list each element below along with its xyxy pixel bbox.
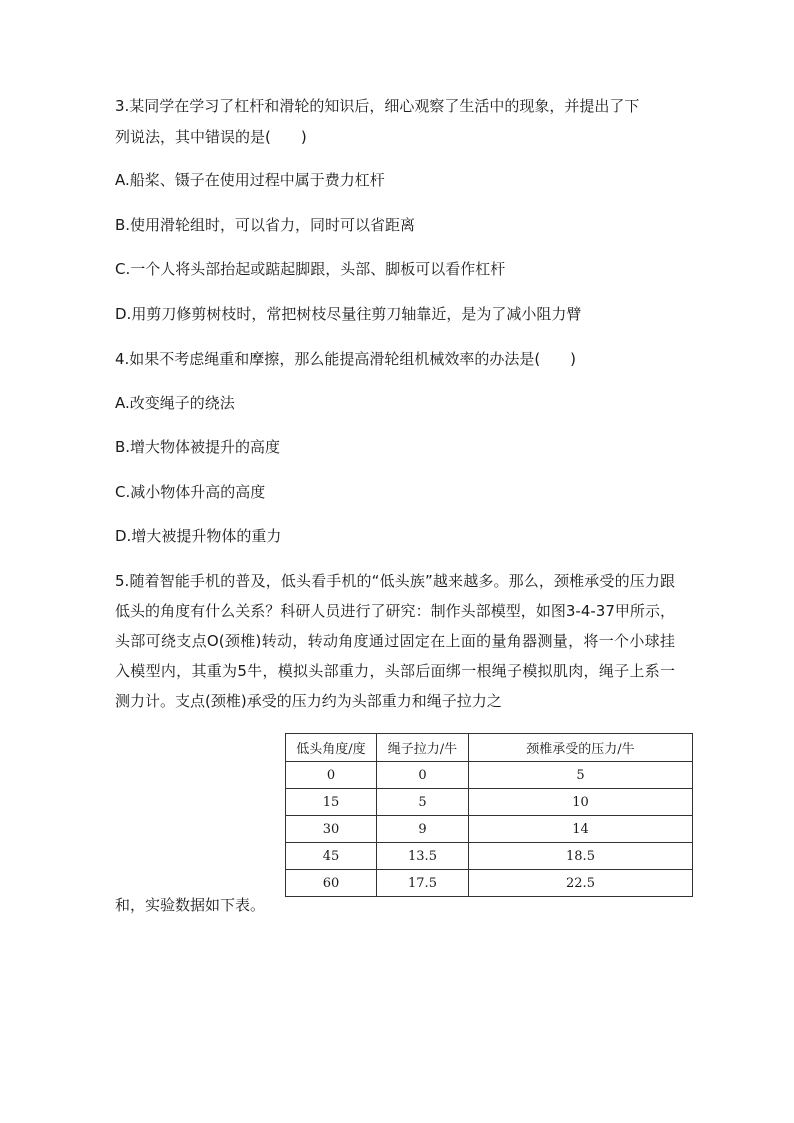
table-cell: 14 [469,816,693,843]
table-row [286,789,693,816]
table-header-cell: 颈椎承受的压力/牛 [469,734,693,762]
q3-option-b: B.使用滑轮组时，可以省力，同时可以省距离 [115,216,416,234]
table-header-row [286,734,693,762]
table-row [286,816,693,843]
table-cell: 22.5 [469,870,693,897]
q4-option-b: B.增大物体被提升的高度 [115,438,281,456]
table-row [286,762,693,789]
q3-stem-line2: 列说法，其中错误的是( ) [115,128,307,146]
table-cell: 5 [377,789,469,816]
table-cell: 30 [286,816,377,843]
q3-stem-line1: 3.某同学在学习了杠杆和滑轮的知识后，细心观察了生活中的现象，并提出了下 [115,97,640,115]
data-table [285,733,693,897]
q4-option-a: A.改变绳子的绕法 [115,394,235,412]
table-row [286,870,693,897]
q5-paragraph: 5.随着智能手机的普及，低头看手机的“低头族”越来越多。那么，颈椎承受的压力跟低头的角度有什么关系？科研人员进行了研究：制作头部模型，如图3-4-37甲所示，头部可绕支点O(颈椎)转动，转动角度通过固定在上面的量角器测量，将一个小球挂入模型内，其重为5牛，模拟头部重力，头部后面绑一根绳子模拟肌肉，绳子上系一测力计。支点(颈椎)承受的压力约为头部重力和绳子拉力之 [115,572,675,710]
table-header-cell: 低头角度/度 [286,734,377,762]
table-cell: 9 [377,816,469,843]
q3-option-d: D.用剪刀修剪树枝时，常把树枝尽量往剪刀轴靠近，是为了减小阻力臂 [115,305,582,323]
q5-tail: 和，实验数据如下表。 [115,896,266,914]
table-row [286,843,693,870]
table-cell: 15 [286,789,377,816]
table-cell: 0 [377,762,469,789]
q3-option-a: A.船桨、镊子在使用过程中属于费力杠杆 [115,171,385,189]
table-cell: 60 [286,870,377,897]
table-header-cell: 绳子拉力/牛 [377,734,469,762]
table-cell: 17.5 [377,870,469,897]
table-cell: 45 [286,843,377,870]
q4-stem: 4.如果不考虑绳重和摩擦，那么能提高滑轮组机械效率的办法是( ) [115,350,577,368]
q3-option-c: C.一个人将头部抬起或踮起脚跟，头部、脚板可以看作杠杆 [115,260,506,278]
table-cell: 18.5 [469,843,693,870]
q4-option-d: D.增大被提升物体的重力 [115,527,282,545]
table-cell: 0 [286,762,377,789]
table-cell: 13.5 [377,843,469,870]
table-cell: 5 [469,762,693,789]
q4-option-c: C.减小物体升高的高度 [115,483,266,501]
table-cell: 10 [469,789,693,816]
